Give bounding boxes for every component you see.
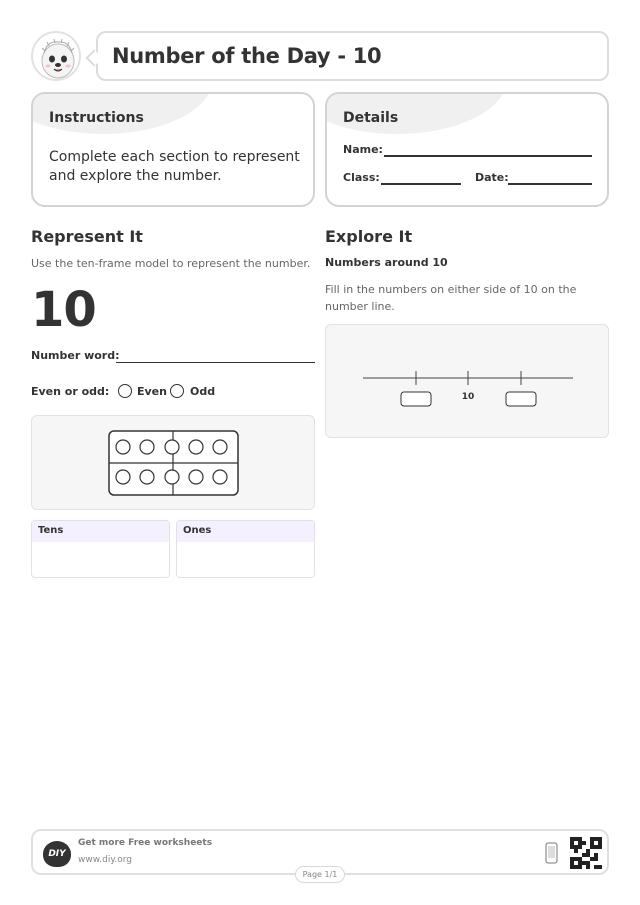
- name-label: Name:: [343, 143, 383, 156]
- instructions-title: Instructions: [49, 110, 144, 126]
- class-field[interactable]: [381, 183, 461, 185]
- even-odd-label: Even or odd:: [31, 385, 110, 398]
- number-line-panel: [325, 324, 609, 438]
- even-label: Even: [137, 385, 167, 398]
- qr-code-icon: [570, 837, 602, 869]
- big-number: 10: [31, 282, 96, 338]
- sloth-mascot-icon: [31, 31, 81, 81]
- represent-title: Represent It: [31, 227, 143, 246]
- footer-url[interactable]: www.diy.org: [78, 855, 132, 865]
- class-label: Class:: [343, 171, 380, 184]
- details-card: [325, 92, 609, 207]
- tens-label: Tens: [32, 521, 169, 542]
- footer-promo: Get more Free worksheets: [78, 838, 213, 848]
- instructions-card: [31, 92, 315, 207]
- center-number: 10: [461, 392, 475, 402]
- odd-radio[interactable]: [170, 384, 184, 398]
- details-title: Details: [343, 110, 399, 126]
- diy-logo: DIY: [43, 841, 71, 867]
- odd-label: Odd: [190, 385, 216, 398]
- tens-box[interactable]: [31, 520, 170, 578]
- instructions-text: Complete each section to represent and explore the number.: [49, 149, 300, 184]
- date-label: Date:: [475, 171, 509, 184]
- page-title: Number of the Day - 10: [112, 44, 382, 68]
- represent-description: Use the ten-frame model to represent the number.: [31, 257, 311, 270]
- name-field[interactable]: [384, 155, 592, 157]
- explore-subtitle: Numbers around 10: [325, 256, 448, 269]
- number-word-field[interactable]: [116, 362, 315, 363]
- explore-description: Fill in the numbers on either side of 10 on the number line.: [325, 283, 577, 313]
- page-indicator: Page 1/1: [295, 866, 345, 883]
- ones-label: Ones: [177, 521, 314, 542]
- title-bubble: [96, 31, 609, 81]
- ten-frame-panel: [31, 415, 315, 510]
- number-line: [326, 325, 610, 439]
- explore-title: Explore It: [325, 227, 413, 246]
- phone-icon: [545, 841, 559, 865]
- ten-frame: [32, 416, 316, 511]
- number-word-label: Number word:: [31, 349, 120, 362]
- date-field[interactable]: [508, 183, 592, 185]
- even-radio[interactable]: [118, 384, 132, 398]
- ones-box[interactable]: [176, 520, 315, 578]
